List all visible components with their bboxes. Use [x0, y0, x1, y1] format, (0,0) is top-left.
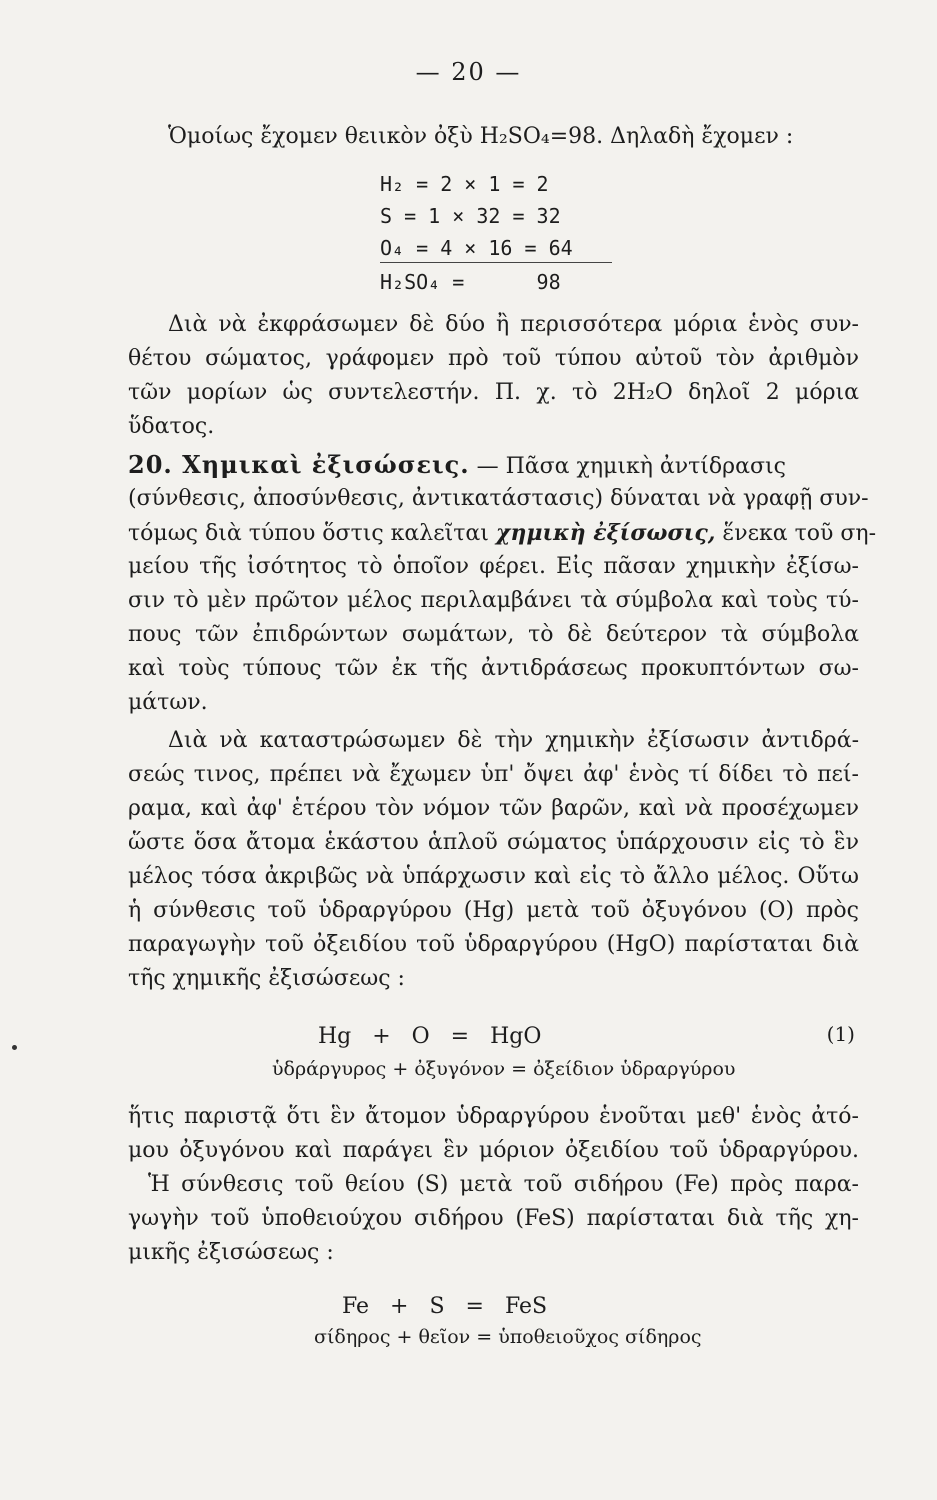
text-line: σεώς τινος, πρέπει νὰ ἔχωμεν ὑπ' ὄψει ἀφ' ἑνὸς τί δίδει τὸ πεί-: [128, 762, 859, 787]
section-heading-line: [128, 448, 859, 484]
text-line: ἥτις παριστᾷ ὅτι ἓν ἄτομον ὑδραργύρου ἑνοῦται μεθ' ἑνὸς ἀτό-: [128, 1104, 859, 1129]
calc-total: H₂SO₄ = 98: [380, 270, 561, 294]
margin-mark: [12, 1045, 17, 1050]
text-line: ὕδατος.: [128, 414, 215, 439]
text-line: Διὰ νὰ ἐκφράσωμεν δὲ δύο ἢ περισσότερα μόρια ἑνὸς συν-: [168, 312, 859, 337]
text-line: θέτου σώματος, γράφομεν πρὸ τοῦ τύπου αὐτοῦ τὸν ἀριθμὸν: [128, 346, 859, 371]
text-line: ὥστε ὅσα ἄτομα ἑκάστου ἁπλοῦ σώματος ὑπάρχουσιν εἰς τὸ ἓν: [128, 830, 859, 855]
text-line: τῶν μορίων ὡς συντελεστήν. Π. χ. τὸ 2H₂O δηλοῖ 2 μόρια: [128, 380, 859, 405]
equation-1: Hg + O = HgO: [318, 1024, 542, 1049]
text-line: μάτων.: [128, 690, 208, 715]
text-span: ἕνεκα τοῦ ση-: [722, 521, 876, 546]
text-line: καὶ τοὺς τύπους τῶν ἐκ τῆς ἀντιδράσεως προκυπτόντων σω-: [128, 656, 859, 681]
section-first-line: — Πᾶσα χημικὴ ἀντίδρασις: [476, 454, 786, 479]
calc-row-h2: H₂ = 2 × 1 = 2: [380, 172, 549, 196]
text-line: Ἡ σύνθεσις τοῦ θείου (S) μετὰ τοῦ σιδήρου (Fe) πρὸς παρα-: [148, 1172, 859, 1197]
text-line: σιν τὸ μὲν πρῶτον μέλος περιλαμβάνει τὰ σύμβολα καὶ τοὺς τύ-: [128, 588, 859, 613]
text-line: μείου τῆς ἰσότητος τὸ ὁποῖον φέρει. Εἰς πᾶσαν χημικὴν ἐξίσω-: [128, 554, 859, 579]
calc-sum-rule: [380, 262, 612, 263]
equation-1-number: (1): [826, 1022, 855, 1046]
calc-row-o4: O₄ = 4 × 16 = 64: [380, 236, 573, 260]
text-line: Διὰ νὰ καταστρώσωμεν δὲ τὴν χημικὴν ἐξίσωσιν ἀντιδρά-: [168, 728, 859, 753]
defined-term: χημικὴ ἐξίσωσις,: [495, 520, 716, 546]
equation-1-words: ὑδράργυρος + ὀξυγόνον = ὀξείδιον ὑδραργύρου: [272, 1058, 736, 1080]
intro-line: Ὁμοίως ἔχομεν θειικὸν ὀξὺ H₂SO₄=98. Δηλαδὴ ἔχομεν :: [168, 124, 794, 149]
text-line: (σύνθεσις, ἀποσύνθεσις, ἀντικατάστασις) δύναται νὰ γραφῇ συν-: [128, 486, 869, 511]
equation-2: Fe + S = FeS: [342, 1294, 548, 1319]
text-line: ραμα, καὶ ἀφ' ἑτέρου τὸν νόμον τῶν βαρῶν, καὶ νὰ προσέχωμεν: [128, 796, 859, 821]
text-line: μέλος τόσα ἀκριβῶς νὰ ὑπάρχωσιν καὶ εἰς τὸ ἄλλο μέλος. Οὕτω: [128, 864, 859, 889]
section-heading: 20. Χημικαὶ ἐξισώσεις.: [128, 450, 470, 479]
text-span: τόμως διὰ τύπου ὅστις καλεῖται: [128, 521, 489, 546]
page-number: — 20 —: [415, 58, 522, 86]
text-line: τῆς χημικῆς ἐξισώσεως :: [128, 966, 405, 991]
text-line: πους τῶν ἐπιδρώντων σωμάτων, τὸ δὲ δεύτερον τὰ σύμβολα: [128, 622, 859, 647]
text-line: ἡ σύνθεσις τοῦ ὑδραργύρου (Hg) μετὰ τοῦ ὀξυγόνου (O) πρὸς: [128, 898, 859, 923]
text-line: μου ὀξυγόνου καὶ παράγει ἓν μόριον ὀξειδίου τοῦ ὑδραργύρου.: [128, 1138, 859, 1163]
equation-2-words: σίδηρος + θεῖον = ὑποθειοῦχος σίδηρος: [314, 1326, 702, 1348]
calc-row-s: S = 1 × 32 = 32: [380, 204, 561, 228]
text-line: γωγὴν τοῦ ὑποθειούχου σιδήρου (FeS) παρίσταται διὰ τῆς χη-: [128, 1206, 859, 1231]
text-line-with-term: [128, 516, 876, 551]
text-line: μικῆς ἐξισώσεως :: [128, 1240, 334, 1265]
text-line: παραγωγὴν τοῦ ὀξειδίου τοῦ ὑδραργύρου (HgO) παρίσταται διὰ: [128, 932, 859, 957]
